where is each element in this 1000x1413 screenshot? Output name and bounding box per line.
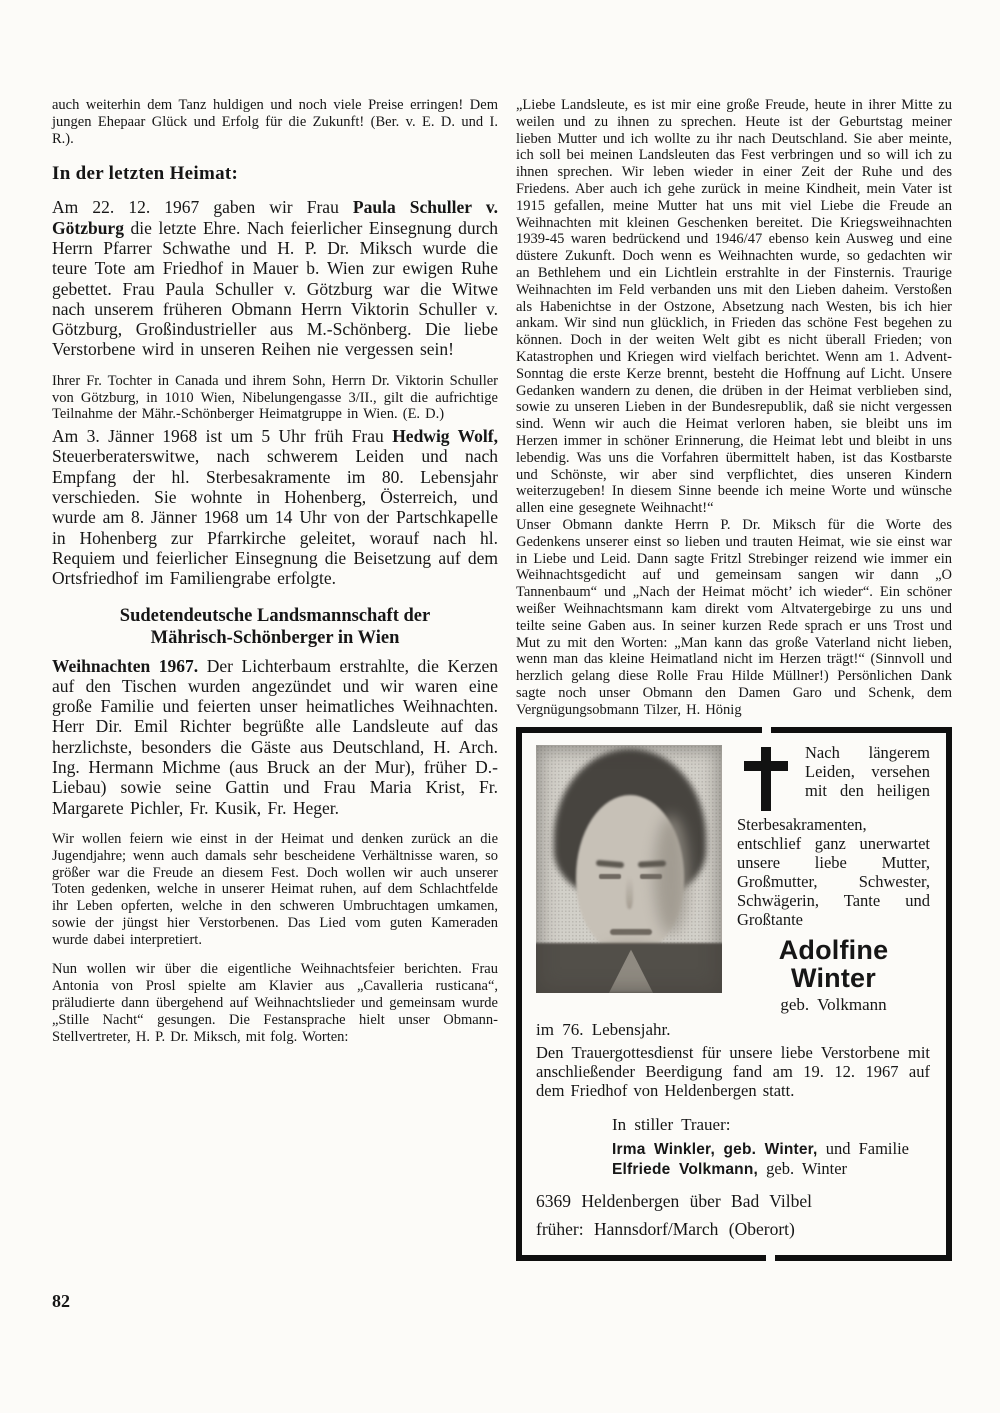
former-residence-line: früher: Hannsdorf/March (Oberort): [536, 1219, 795, 1240]
text-segment: Am 22. 12. 1967 gaben wir Frau: [52, 197, 353, 218]
age-line: im 76. Lebensjahr.: [536, 1020, 671, 1040]
continuation-paragraph: auch weiterhin dem Tanz huldigen und noch viele Preise erringen! Dem jungen Ehepaar Glück und Erfolg für die Zukunft! (Ber. v. E. D. und I. R.).: [52, 97, 498, 147]
address-line: 6369 Heldenbergen über Bad Vilbel: [536, 1191, 812, 1212]
weihnachten-report-paragraph: [52, 656, 498, 818]
section-heading-in-der-letzten-heimat: In der letzten Heimat:: [52, 163, 239, 185]
memorial-reflection-paragraph: Wir wollen feiern wie einst in der Heimat und denken zurück an die Jugendjahre; wenn auch damals sehr bescheidene Verhältnisse waren, so größer war die Freude an diesem Fest. Doch wollen wir auch unserer Toten gedenken, welche in unserer Heimat ruhen, auf dem Schlachtfelde ihr Leben opferten, welche in den schweren Umbruchtagen umkamen, sowie der jüngst hier Verstorbenen. Das Lied vom guten Kameraden wurde dabei interpretiert.: [52, 830, 498, 948]
deceased-name-paula-schuller: Paula Schuller v. Götzburg: [52, 197, 498, 238]
portrait-photo: [536, 745, 722, 993]
thanks-paragraph: Unser Obmann dankte Herrn P. Dr. Miksch für die Worte des Gedenkens unserer einst so lieben und trauten Heimat, wie sie einst war in Liebe und Leid. Dann sagte Fritzl Strebinger reizend wie immer ein Weihnachtsgedicht auf und gemeinsam sangen wir dann „O Tannenbaum“ und „Nach der Heimat möcht’ ich wieder“. Ein schöner weißer Weihnachtsmann kam direkt vom Altvatergebirge zu uns und teilte seine Gaben aus. In seiner kurzen Rede sprach er uns Trost und Mut zu mit den Worten: „Man kann das große Vaterland nicht lieben, wenn man das kleine Heimatland nicht im Herzen trägt!“ (Sinnvoll und herzlich gelang diese Rolle Frau Hilde Müllner!) Persönlichen Dank sagte noch unser Obmann den Damen Garo und Schenk, dem Vergnügungsobmann Tilzer, H. Hönig: [516, 516, 952, 718]
maiden-name-line: geb. Volkmann: [780, 995, 887, 1015]
heading-line: Mährisch-Schönberger in Wien: [150, 628, 400, 649]
heading-line: Sudetendeutsche Landsmannschaft der: [119, 605, 431, 626]
mourner-name-irma-winkler: Irma Winkler, geb. Winter,: [612, 1141, 818, 1159]
left-column: [52, 97, 498, 1045]
funeral-service-text: Den Trauergottesdienst für unsere liebe Verstorbene mit anschließender Beerdigung fand am 19. 12. 1967 auf dem Friedhof von Heldenbergen statt.: [536, 1043, 930, 1101]
deceased-name-adolfine-winter: Adolfine Winter: [778, 935, 889, 994]
text-segment: die letzte Ehre. Nach feierlicher Einsegnung durch Herrn Pfarrer Schwathe und H. P. Dr. Miksch wurde die teure Tote am Friedhof in Mauer b. Wien zur ewigen Ruhe gebettet. Frau Paula Schuller v. Götzburg war die Witwe nach unserem früheren Obmann Herrn Viktorin Schuller v. Götzburg, Großindustrieller aus M.-Schönberg. Die liebe Verstorbene wird in unseren Reihen nie vergessen sein!: [52, 217, 498, 360]
obituary-paragraph-paula-schuller: [52, 197, 498, 359]
text-segment: geb. Winter: [758, 1159, 848, 1179]
mourner-line: [612, 1139, 930, 1159]
speech-paragraph: „Liebe Landsleute, es ist mir eine große Freude, heute in ihrer Mitte zu weilen und zu ihnen zu sprechen. Heute ist der Geburtstag meiner lieben Mutter und ich wollte zu ihr nach Deutschland. Sie aber meinte, ich soll bei meinen Landsleuten das Fest verbringen und so will ich zu ihnen sprechen. Wir leben wieder in einer Zeit der Ruhe und des Friedens. Aber auch ich gehe zurück in meine Kindheit, mein Vater ist 1915 gefallen, meine Mutter hat uns mit viel Liebe die Freude an Weihnachten mit kleinen Geschenken bereitet. Die Kriegsweihnachten 1939-45 waren bedrückend und 1946/47 ebenso kein Ausweg und eine düstere Zukunft. Doch wenn es Weihnachten wurde, so gedachten wir an Bethlehem und ein Lichtlein erstrahlte in der Finsternis. Traurige Weihnachten im Feld verbanden uns mit den Lieben daheim. Verstoßen als Habenichtse in der Ostzone, Absetzung nach Westen, bis ich hier ankam. Wir sind nun glücklich, in Frieden das schöne Fest begehen zu können. Doch in der weiten Welt gibt es nicht überall Frieden; von Katastrophen und Kriegen wird vielfach berichtet. Wenn am 1. Advent-Sonntag die erste Kerze brennt, besteht die Hoffnung auf Licht. Unsere Gedanken wandern zu denen, die drüben in der Heimat verblieben sind, sowie zu unseren Lieben in der Bundesrepublik, daß sie nicht vergessen sind. Wenn wir auch die Heimat verloren haben, sie bleibt uns im Herzen immer in schöner Erinnerung, die Heimat lebt und bleibt in uns lebendig. Was uns die Vorfahren übermittelt haben, ist das Kostbarste und Schönste, wir aber sind verpflichtet, dies unseren Kindern weiterzugeben! In diesem Sinne beende ich meine Worte und wünsche allen eine gesegnete Weihnacht!“: [516, 97, 952, 517]
section-heading-landsmannschaft: [52, 605, 498, 650]
obituary-intro-text: Nach längerem Leiden, versehen mit den heiligen Sterbesakramenten, entschlief ganz unerwartet unsere liebe Mutter, Großmutter, Schwester, Schwägerin, Tante und Großtante: [737, 743, 930, 930]
cross-horizontal-bar: [744, 761, 788, 771]
mourner-name-elfriede-volkmann: Elfriede Volkmann,: [612, 1161, 758, 1179]
death-notice-box: [516, 727, 952, 1261]
condolence-paragraph: Ihrer Fr. Tochter in Canada und ihrem Sohn, Herrn Dr. Viktorin Schuller von Götzburg, in 1010 Wien, Nibelungengasse 3/II., gilt die aufrichtige Teilnahme der Mähr.-Schönberger Heimatgruppe in Wien. (E. D.): [52, 372, 498, 423]
text-segment: Steuerberaterswitwe, nach schwerem Leiden und nach Empfang der hl. Sterbesakramente im 80. Lebensjahr verschieden. Sie wohnte in Hohenberg, Österreich, und wurde am 8. Jänner 1968 um 14 Uhr von der Partschkapelle in Hohenberg zur Pfarrkirche geleitet, worauf nach hl. Requiem und feierlicher Einsegnung die Beisetzung auf dem Ortsfriedhof im Familiengrabe erfolgte.: [52, 446, 498, 589]
mourner-line: [612, 1159, 930, 1179]
celebration-report-paragraph: Nun wollen wir über die eigentliche Weihnachtsfeier berichten. Frau Antonia von Prosl spielte am Klavier aus „Cavalleria rusticana“, präludierte dann übergehend auf Weihnachtslieder und gemeinsam wurde „Stille Nacht“ gesungen. Die Festansprache hielt unser Obmann-Stellvertreter, H. P. Dr. Miksch, mit folg. Worten:: [52, 961, 498, 1045]
page-number: 82: [52, 1291, 70, 1311]
text-segment: Der Lichterbaum erstrahlte, die Kerzen auf den Tischen wurden angezündet und wir waren eine große Familie und feierten unser heimatliches Weihnachten. Herr Dir. Emil Richter begrüßte alle Landsleute auf das herzlichste, besonders die Gäste aus Deutschland, H. Arch. Ing. Hermann Michme (aus Bruck an der Mur), früher D.-Liebau) sowie seine Gattin und Frau Maria Krist, Fr. Margarete Pichler, Fr. Kusik, Fr. Heger.: [52, 655, 498, 818]
text-segment: Am 3. Jänner 1968 ist um 5 Uhr früh Frau: [52, 426, 393, 447]
mourning-label: In stiller Trauer:: [612, 1115, 731, 1135]
cross-vertical-bar: [761, 747, 771, 811]
deceased-name-hedwig-wolf: Hedwig Wolf,: [392, 426, 498, 447]
portrait-vignette: [536, 745, 722, 993]
cross-icon: [744, 747, 788, 811]
border-gap-bottom: [766, 1255, 775, 1261]
border-gap-top: [762, 727, 771, 733]
right-column: [516, 97, 952, 1261]
paragraph-lead-weihnachten-1967: Weihnachten 1967.: [52, 655, 199, 676]
text-segment: und Familie: [817, 1139, 909, 1159]
obituary-paragraph-hedwig-wolf: [52, 426, 498, 588]
